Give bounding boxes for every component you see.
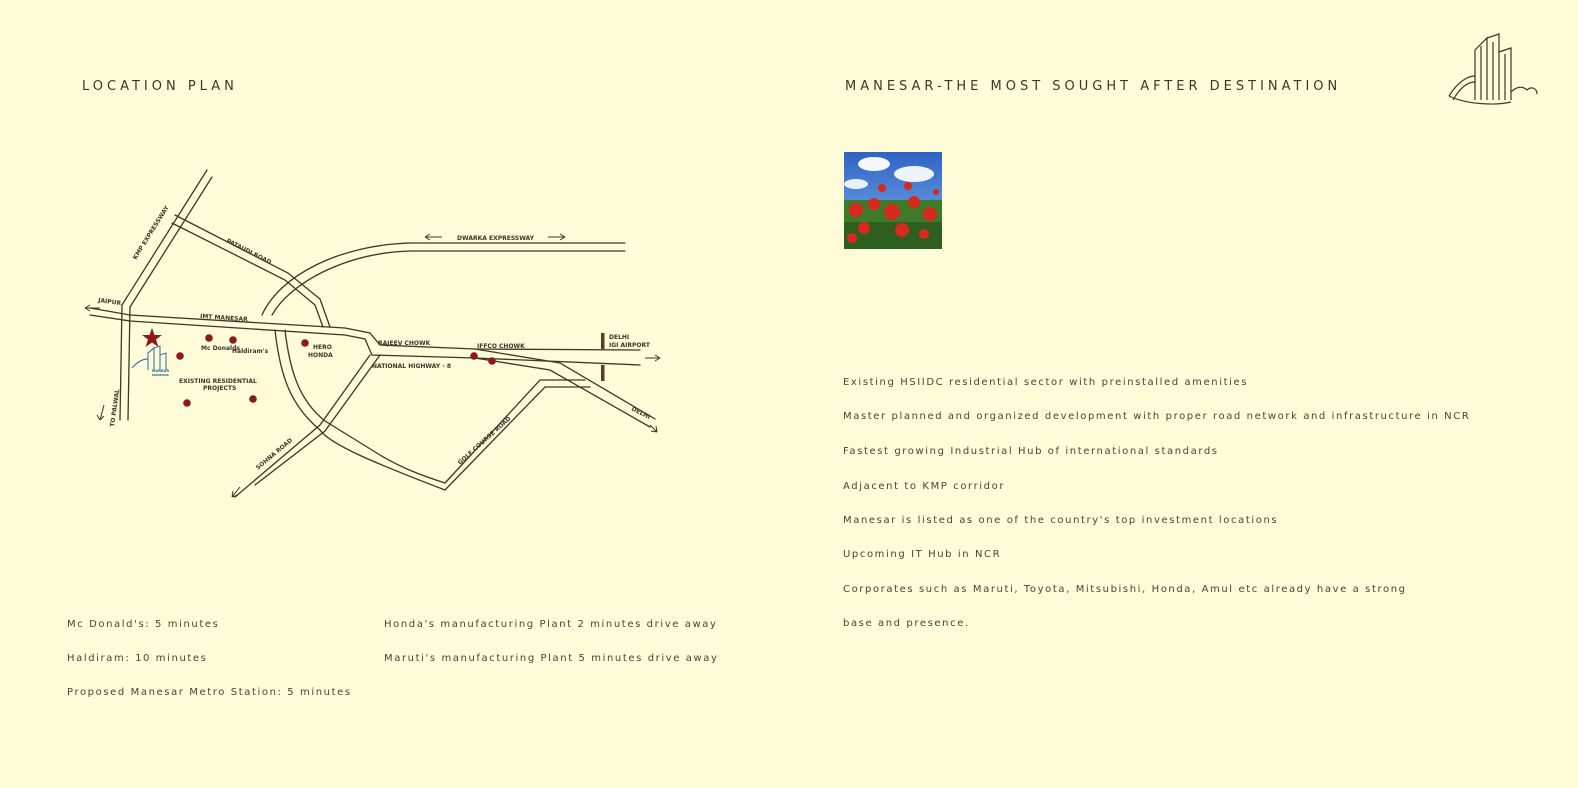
- highlight-item: Fastest growing Industrial Hub of international standards: [843, 446, 1219, 457]
- distance-item: Maruti's manufacturing Plant 5 minutes drive away: [384, 653, 719, 664]
- poppy-field-photo: [844, 152, 942, 249]
- distance-item: Proposed Manesar Metro Station: 5 minutes: [67, 687, 352, 698]
- location-map: [80, 165, 670, 505]
- map-label-rajeev: RAJEEV CHOWK: [378, 340, 431, 347]
- rajeev-chowk-marker: [470, 352, 478, 360]
- distance-item: Mc Donald's: 5 minutes: [67, 619, 220, 630]
- project-star-icon: [142, 328, 162, 347]
- map-label-palwal: TO PALWAL: [109, 388, 122, 428]
- map-label-mcdonalds: Mc Donalds: [201, 345, 240, 352]
- map-label-hero-1: HERO: [313, 344, 332, 351]
- highlight-item: Master planned and organized development with proper road network and infrastructure in NCR: [843, 411, 1471, 422]
- highlight-item: base and presence.: [843, 618, 970, 629]
- mcdonalds-marker: [205, 334, 213, 342]
- highlight-item: Adjacent to KMP corridor: [843, 481, 1006, 492]
- map-label-dwarka: DWARKA EXPRESSWAY: [457, 235, 534, 242]
- map-label-golf: GOLF COURSE ROAD: [456, 415, 513, 467]
- map-label-delhi-1: DELHI: [609, 334, 630, 341]
- map-label-nh8: NATIONAL HIGHWAY - 8: [372, 363, 452, 370]
- map-label-iffco: IFFCO CHOWK: [477, 343, 525, 350]
- location-plan-heading: LOCATION PLAN: [82, 79, 238, 94]
- map-label-hero-2: HONDA: [308, 352, 333, 359]
- project-logo-name: MARKUR: [152, 369, 170, 373]
- map-label-residential-2: PROJECTS: [203, 385, 237, 392]
- highlight-item: Existing HSIIDC residential sector with preinstalled amenities: [843, 377, 1249, 388]
- map-label-pataudi: PATAUDI ROAD: [225, 237, 273, 267]
- distance-item: Haldiram: 10 minutes: [67, 653, 208, 664]
- haldirams-marker: [229, 336, 237, 344]
- map-label-imt: IMT MANESAR: [199, 313, 248, 324]
- map-label-jaipur: JAIPUR: [97, 297, 122, 308]
- map-label-delhi: DELHI: [630, 405, 652, 421]
- map-label-sohna: SOHNA ROAD: [254, 436, 295, 472]
- destination-heading: MANESAR-THE MOST SOUGHT AFTER DESTINATION: [845, 79, 1342, 94]
- distance-item: Honda's manufacturing Plant 2 minutes drive away: [384, 619, 718, 630]
- map-label-delhi-2: IGI AIRPORT: [609, 342, 650, 349]
- map-label-haldirams: Haldiram's: [232, 348, 269, 355]
- iffco-chowk-marker: [488, 357, 496, 365]
- map-label-residential-1: EXISTING RESIDENTIAL: [179, 378, 257, 385]
- highlight-item: Manesar is listed as one of the country's top investment locations: [843, 515, 1279, 526]
- building-logo-icon: [1445, 30, 1541, 110]
- highlight-item: Upcoming IT Hub in NCR: [843, 549, 1002, 560]
- map-label-kmp: KMP EXPRESSWAY: [131, 204, 171, 262]
- project-logo-sub: MANESAR: [152, 373, 169, 377]
- highlight-item: Corporates such as Maruti, Toyota, Mitsubishi, Honda, Amul etc already have a strong: [843, 584, 1407, 595]
- project-logo-icon: [132, 346, 166, 370]
- hero-honda-marker: [301, 339, 309, 347]
